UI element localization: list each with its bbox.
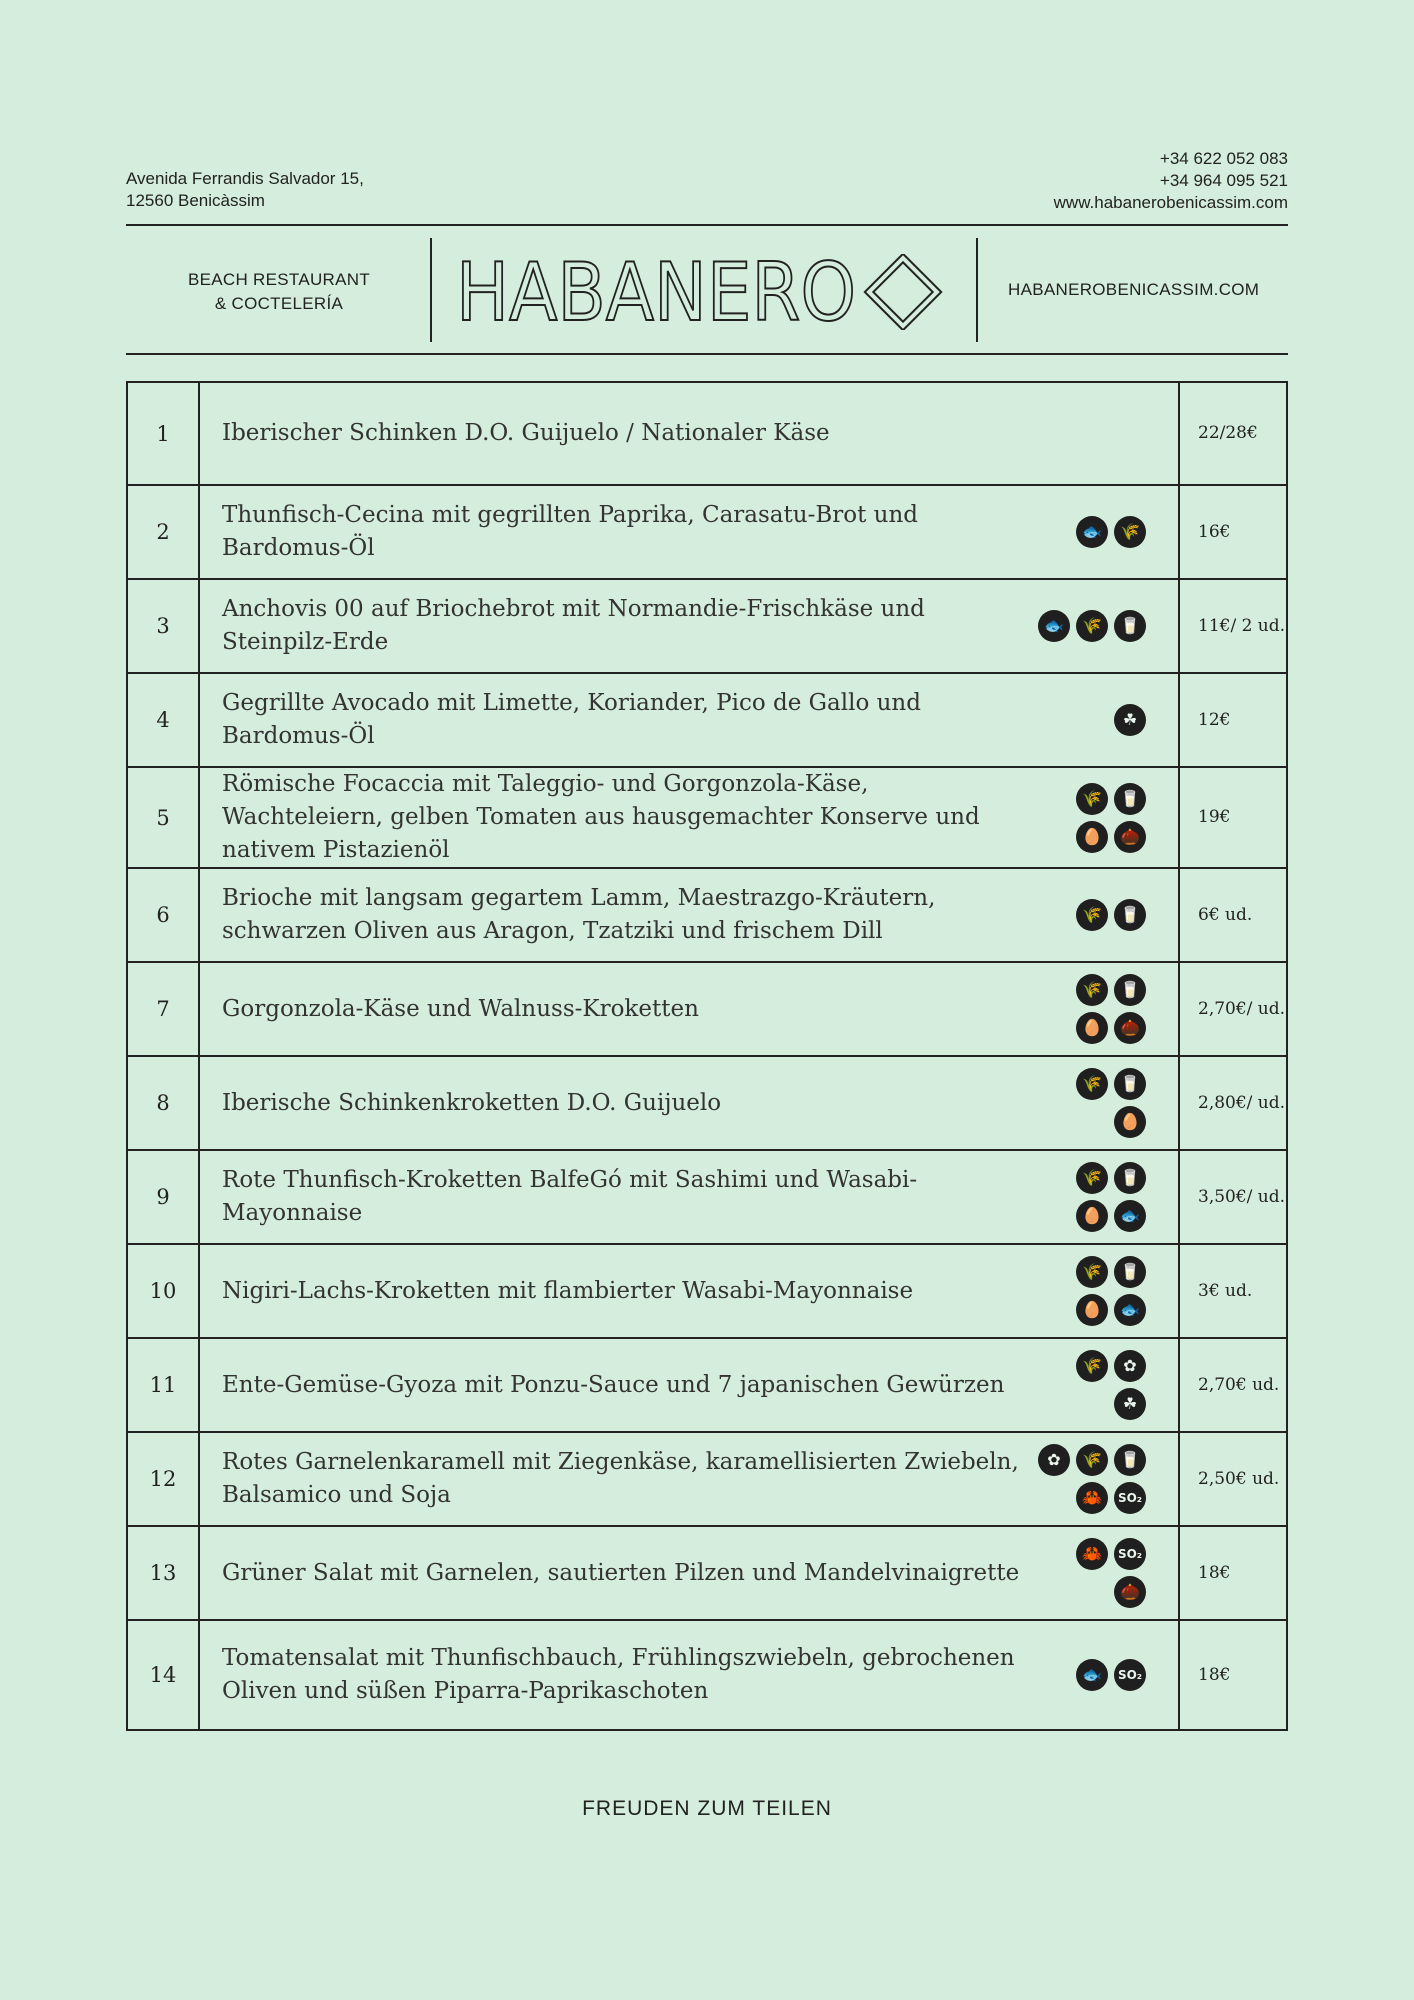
wheat-icon: 🌾 — [1076, 1162, 1108, 1194]
item-number: 8 — [127, 1056, 199, 1150]
item-number: 4 — [127, 673, 199, 767]
sulphites-icon: SO₂ — [1114, 1659, 1146, 1691]
nuts-icon: 🌰 — [1114, 1576, 1146, 1608]
dish-cell — [199, 1620, 1179, 1730]
dish-cell — [199, 1432, 1179, 1526]
fish-icon: 🐟 — [1038, 610, 1070, 642]
allergen-icon-row — [1114, 704, 1146, 736]
menu-table — [126, 381, 1288, 1731]
allergen-icon-row — [1076, 1256, 1146, 1288]
wheat-icon: 🌾 — [1076, 1444, 1108, 1476]
dish-name: Grüner Salat mit Garnelen, sautierten Pilzen und Mandelvinaigrette — [222, 1559, 1020, 1586]
crustacean-icon: 🦀 — [1076, 1482, 1108, 1514]
milk-icon: 🥛 — [1114, 899, 1146, 931]
milk-icon: 🥛 — [1114, 1162, 1146, 1194]
dish-name: Nigiri-Lachs-Kroketten mit flambierter Wasabi-Mayonnaise — [222, 1277, 914, 1304]
tagline — [126, 268, 432, 316]
allergen-icon-row — [1076, 1350, 1146, 1382]
milk-icon: 🥛 — [1114, 1444, 1146, 1476]
dish-cell — [199, 1150, 1179, 1244]
menu-row — [127, 1620, 1287, 1730]
milk-icon: 🥛 — [1114, 974, 1146, 1006]
wheat-icon: 🌾 — [1076, 974, 1108, 1006]
contact-info — [1054, 148, 1288, 214]
dish-name: Thunfisch-Cecina mit gegrillten Paprika, Carasatu-Brot und Bardomus-Öl — [222, 502, 918, 561]
item-price: 18€ — [1179, 1526, 1287, 1620]
allergen-icons — [1076, 899, 1146, 931]
habanero-logo — [456, 254, 946, 330]
allergen-icons — [1076, 1350, 1146, 1420]
nuts-icon: 🌰 — [1114, 1012, 1146, 1044]
menu-row — [127, 962, 1287, 1056]
dish-cell — [199, 962, 1179, 1056]
allergen-icon-row — [1114, 1388, 1146, 1420]
fish-icon: 🐟 — [1076, 1659, 1108, 1691]
item-price: 2,50€ ud. — [1179, 1432, 1287, 1526]
dish-name: Gorgonzola-Käse und Walnuss-Kroketten — [222, 995, 699, 1022]
dish-cell — [199, 767, 1179, 868]
fish-icon: 🐟 — [1114, 1200, 1146, 1232]
dish-name: Rote Thunfisch-Kroketten BalfeGó mit Sashimi und Wasabi-Mayonnaise — [222, 1167, 918, 1226]
wheat-icon: 🌾 — [1076, 610, 1108, 642]
fish-icon: 🐟 — [1114, 1294, 1146, 1326]
allergen-icons — [1076, 783, 1146, 853]
celery-icon: ✿ — [1038, 1444, 1070, 1476]
item-price: 3€ ud. — [1179, 1244, 1287, 1338]
address-line-1: Avenida Ferrandis Salvador 15, — [126, 169, 364, 188]
allergen-icon-row — [1038, 610, 1146, 642]
dish-cell — [199, 1338, 1179, 1432]
item-number: 6 — [127, 868, 199, 962]
item-price: 18€ — [1179, 1620, 1287, 1730]
header-website[interactable]: HABANEROBENICASSIM.COM — [1008, 280, 1260, 299]
item-price: 3,50€/ ud. — [1179, 1150, 1287, 1244]
mustard-icon: ☘ — [1114, 1388, 1146, 1420]
allergen-icons — [1038, 1444, 1146, 1514]
item-price: 6€ ud. — [1179, 868, 1287, 962]
address-line-2: 12560 Benicàssim — [126, 191, 265, 210]
item-price: 12€ — [1179, 673, 1287, 767]
dish-cell — [199, 485, 1179, 579]
allergen-icons — [1076, 1162, 1146, 1232]
item-price: 11€/ 2 ud. — [1179, 579, 1287, 673]
egg-icon: 🥚 — [1076, 1200, 1108, 1232]
nuts-icon: 🌰 — [1114, 821, 1146, 853]
allergen-icon-row — [1076, 1538, 1146, 1570]
allergen-icon-row — [1076, 899, 1146, 931]
milk-icon: 🥛 — [1114, 783, 1146, 815]
wheat-icon: 🌾 — [1114, 516, 1146, 548]
item-price: 22/28€ — [1179, 382, 1287, 485]
allergen-icons — [1076, 1538, 1146, 1608]
dish-name: Iberischer Schinken D.O. Guijuelo / Nationaler Käse — [222, 420, 830, 446]
wheat-icon: 🌾 — [1076, 1068, 1108, 1100]
dish-name: Brioche mit langsam gegartem Lamm, Maestrazgo-Kräutern, schwarzen Oliven aus Aragon, Tzatziki und frischem Dill — [222, 885, 936, 944]
dish-cell — [199, 868, 1179, 962]
milk-icon: 🥛 — [1114, 1256, 1146, 1288]
item-number: 9 — [127, 1150, 199, 1244]
item-number: 11 — [127, 1338, 199, 1432]
allergen-icon-row — [1076, 1068, 1146, 1100]
item-number: 10 — [127, 1244, 199, 1338]
header-bottom-divider — [126, 353, 1288, 355]
milk-icon: 🥛 — [1114, 1068, 1146, 1100]
dish-cell — [199, 579, 1179, 673]
menu-row — [127, 1150, 1287, 1244]
allergen-icon-row — [1076, 783, 1146, 815]
milk-icon: 🥛 — [1114, 610, 1146, 642]
section-title: FREUDEN ZUM TEILEN — [582, 1797, 832, 1820]
menu-row — [127, 1338, 1287, 1432]
allergen-icon-row — [1038, 1444, 1146, 1476]
menu-row — [127, 485, 1287, 579]
allergen-icon-row — [1076, 974, 1146, 1006]
dish-name: Anchovis 00 auf Briochebrot mit Normandie-Frischkäse und Steinpilz-Erde — [222, 596, 925, 655]
item-price: 2,70€/ ud. — [1179, 962, 1287, 1056]
allergen-icon-row — [1076, 1200, 1146, 1232]
allergen-icons — [1114, 704, 1146, 736]
allergen-icons — [1076, 516, 1146, 548]
egg-icon: 🥚 — [1114, 1106, 1146, 1138]
item-number: 13 — [127, 1526, 199, 1620]
allergen-icon-row — [1076, 516, 1146, 548]
menu-body — [127, 382, 1287, 1730]
allergen-icon-row — [1114, 1576, 1146, 1608]
item-number: 5 — [127, 767, 199, 868]
allergen-icon-row — [1076, 1482, 1146, 1514]
allergen-icon-row — [1076, 1659, 1146, 1691]
allergen-icons — [1076, 1068, 1146, 1138]
menu-row — [127, 1244, 1287, 1338]
allergen-icon-row — [1076, 1012, 1146, 1044]
dish-name: Tomatensalat mit Thunfischbauch, Frühlingszwiebeln, gebrochenen Oliven und süßen Piparra-Paprikaschoten — [222, 1645, 1015, 1704]
dish-cell — [199, 1244, 1179, 1338]
menu-row — [127, 1056, 1287, 1150]
item-price: 2,80€/ ud. — [1179, 1056, 1287, 1150]
item-number: 1 — [127, 382, 199, 485]
menu-row — [127, 579, 1287, 673]
item-number: 12 — [127, 1432, 199, 1526]
allergen-icons — [1076, 974, 1146, 1044]
header-band — [126, 226, 1288, 354]
header-divider-left — [430, 238, 432, 342]
item-number: 14 — [127, 1620, 199, 1730]
dish-name: Römische Focaccia mit Taleggio- und Gorgonzola-Käse, Wachteleiern, gelben Tomaten aus hausgemachter Konserve und nativem Pistazienöl — [222, 771, 980, 863]
egg-icon: 🥚 — [1076, 821, 1108, 853]
allergen-icon-row — [1114, 1106, 1146, 1138]
fish-icon: 🐟 — [1076, 516, 1108, 548]
menu-row — [127, 1432, 1287, 1526]
item-number: 7 — [127, 962, 199, 1056]
item-price: 16€ — [1179, 485, 1287, 579]
contact-bar — [126, 148, 1288, 212]
phone-1[interactable]: +34 622 052 083 — [1159, 149, 1288, 168]
allergen-icon-row — [1076, 821, 1146, 853]
egg-icon: 🥚 — [1076, 1294, 1108, 1326]
menu-row — [127, 868, 1287, 962]
dish-name: Gegrillte Avocado mit Limette, Koriander, Pico de Gallo und Bardomus-Öl — [222, 690, 921, 749]
allergen-icons — [1038, 610, 1146, 642]
sulphites-icon: SO₂ — [1114, 1538, 1146, 1570]
dish-name: Rotes Garnelenkaramell mit Ziegenkäse, karamellisierten Zwiebeln, Balsamico und Soja — [222, 1449, 1019, 1508]
item-number: 3 — [127, 579, 199, 673]
item-price: 19€ — [1179, 767, 1287, 868]
wheat-icon: 🌾 — [1076, 1350, 1108, 1382]
menu-row — [127, 1526, 1287, 1620]
logo-diamond — [865, 254, 941, 330]
dish-cell — [199, 1526, 1179, 1620]
allergen-icon-row — [1076, 1294, 1146, 1326]
website-link[interactable]: www.habanerobenicassim.com — [1053, 193, 1288, 212]
wheat-icon: 🌾 — [1076, 783, 1108, 815]
wheat-icon: 🌾 — [1076, 899, 1108, 931]
crustacean-icon: 🦀 — [1076, 1538, 1108, 1570]
sulphites-icon: SO₂ — [1114, 1482, 1146, 1514]
item-price: 2,70€ ud. — [1179, 1338, 1287, 1432]
mustard-icon: ☘ — [1114, 704, 1146, 736]
dish-cell — [199, 382, 1179, 485]
dish-cell — [199, 673, 1179, 767]
header-divider-right — [976, 238, 978, 342]
menu-row — [127, 382, 1287, 485]
menu-row — [127, 673, 1287, 767]
logo-wordmark: HABANERO — [456, 254, 856, 330]
menu-row — [127, 767, 1287, 868]
address — [126, 168, 364, 212]
allergen-icon-row — [1076, 1162, 1146, 1194]
dish-name: Iberische Schinkenkroketten D.O. Guijuelo — [222, 1089, 722, 1116]
phone-2[interactable]: +34 964 095 521 — [1159, 171, 1288, 190]
celery-icon: ✿ — [1114, 1350, 1146, 1382]
allergen-icons — [1076, 1256, 1146, 1326]
allergen-icons — [1076, 1659, 1146, 1691]
item-number: 2 — [127, 485, 199, 579]
dish-name: Ente-Gemüse-Gyoza mit Ponzu-Sauce und 7 japanischen Gewürzen — [222, 1371, 1005, 1398]
egg-icon: 🥚 — [1076, 1012, 1108, 1044]
tagline-line-2: & COCTELERÍA — [214, 294, 344, 313]
dish-cell — [199, 1056, 1179, 1150]
wheat-icon: 🌾 — [1076, 1256, 1108, 1288]
tagline-line-1: BEACH RESTAURANT — [187, 270, 371, 289]
